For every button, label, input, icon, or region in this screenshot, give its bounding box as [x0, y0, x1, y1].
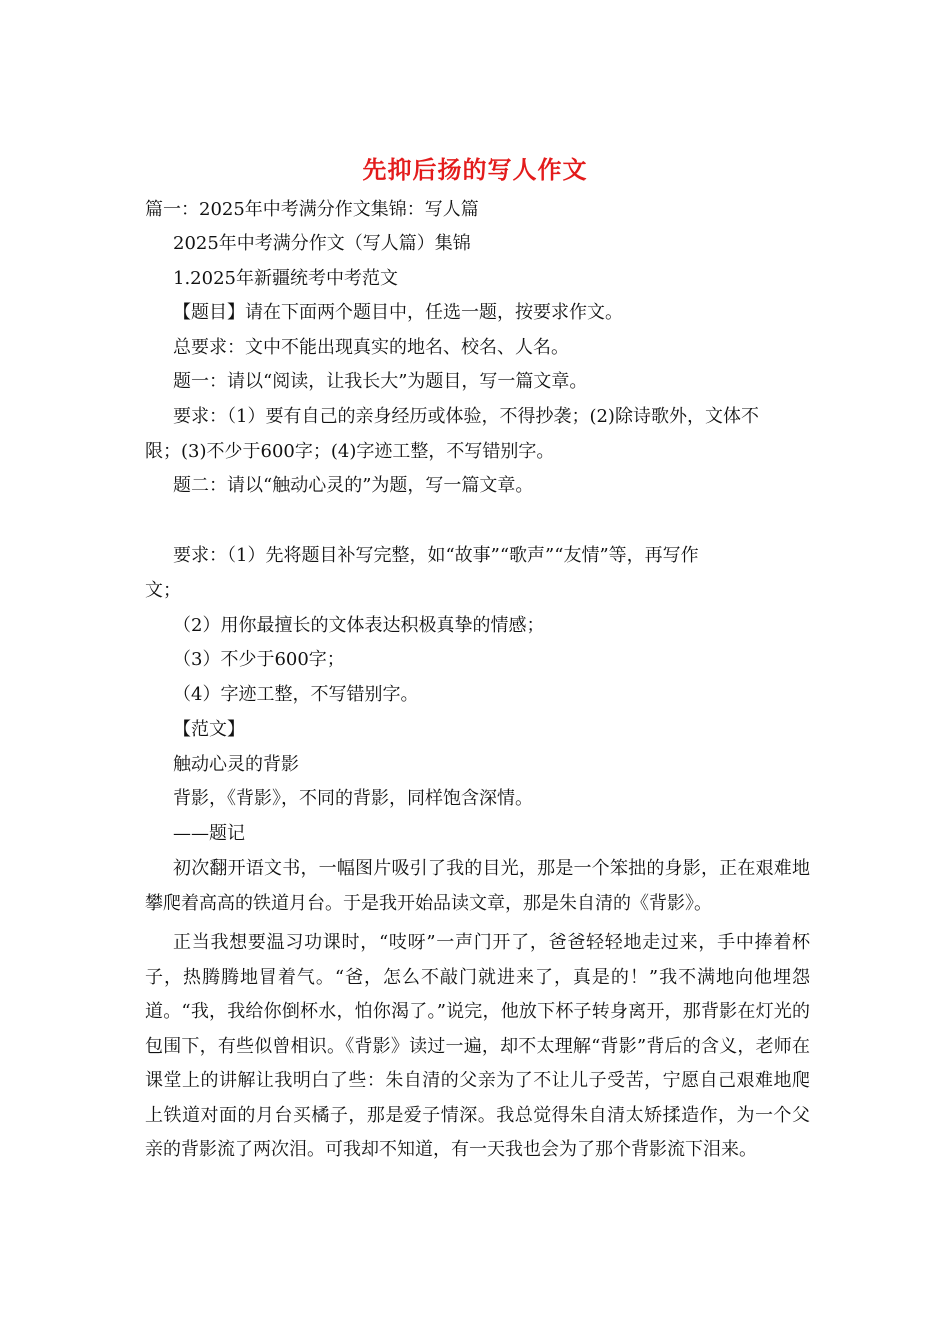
body-paragraph: 初次翻开语文书，一幅图片吸引了我的目光，那是一个笨拙的身影，正在艰难地攀爬着高高的铁道月台。于是我开始品读文章，那是朱自清的《背影》。	[145, 858, 810, 914]
text-line: 题一：请以“阅读，让我长大”为题目，写一篇文章。	[173, 371, 588, 392]
text-line: ——题记	[173, 823, 245, 844]
text-line: 总要求：文中不能出现真实的地名、校名、人名。	[173, 337, 569, 358]
text-line: 题二：请以“触动心灵的”为题，写一篇文章。	[173, 475, 534, 496]
body-paragraph: 正当我想要温习功课时，“吱呀”一声门开了，爸爸轻轻地走过来，手中捧着杯子，热腾腾地冒着气。“爸，怎么不敲门就进来了，真是的！”我不满地向他埋怨道。“我，我给你倒杯水，怕你渴了。”说完，他放下杯子转身离开，那背影在灯光的包围下，有些似曾相识。《背影》读过一遍，却不太理解“背影”背后的含义，老师在课堂上的讲解让我明白了些：朱自清的父亲为了不让儿子受苦，宁愿自己艰难地爬上铁道对面的月台买橘子，那是爱子情深。我总觉得朱自清太矫揉造作，为一个父亲的背影流了两次泪。可我却不知道，有一天我也会为了那个背影流下泪来。	[145, 932, 810, 1160]
text-line: 【题目】请在下面两个题目中，任选一题，按要求作文。	[173, 302, 623, 323]
text-line: 要求：（1）先将题目补写完整，如“故事”“歌声”“友情”等，再写作	[173, 545, 699, 566]
text-line: 限；(3)不少于600字；(4)字迹工整，不写错别字。	[145, 441, 555, 462]
text-line: 篇一：2025年中考满分作文集锦：写人篇	[145, 199, 479, 220]
document-title: 先抑后扬的写人作文	[362, 155, 588, 184]
text-line: 要求：（1）要有自己的亲身经历或体验，不得抄袭；(2)除诗歌外，文体不	[173, 406, 759, 427]
text-line: 【范文】	[173, 719, 245, 740]
text-line: （3）不少于600字；	[173, 649, 345, 670]
text-line: 1.2025年新疆统考中考范文	[173, 268, 398, 289]
text-line: 文；	[145, 580, 181, 601]
text-line: 2025年中考满分作文（写人篇）集锦	[173, 233, 471, 254]
text-line: （2）用你最擅长的文体表达积极真挚的情感；	[173, 615, 545, 636]
text-line: （4）字迹工整，不写错别字。	[173, 684, 419, 705]
text-line: 触动心灵的背影	[173, 754, 299, 775]
text-line: 背影，《背影》，不同的背影，同样饱含深情。	[173, 788, 533, 809]
